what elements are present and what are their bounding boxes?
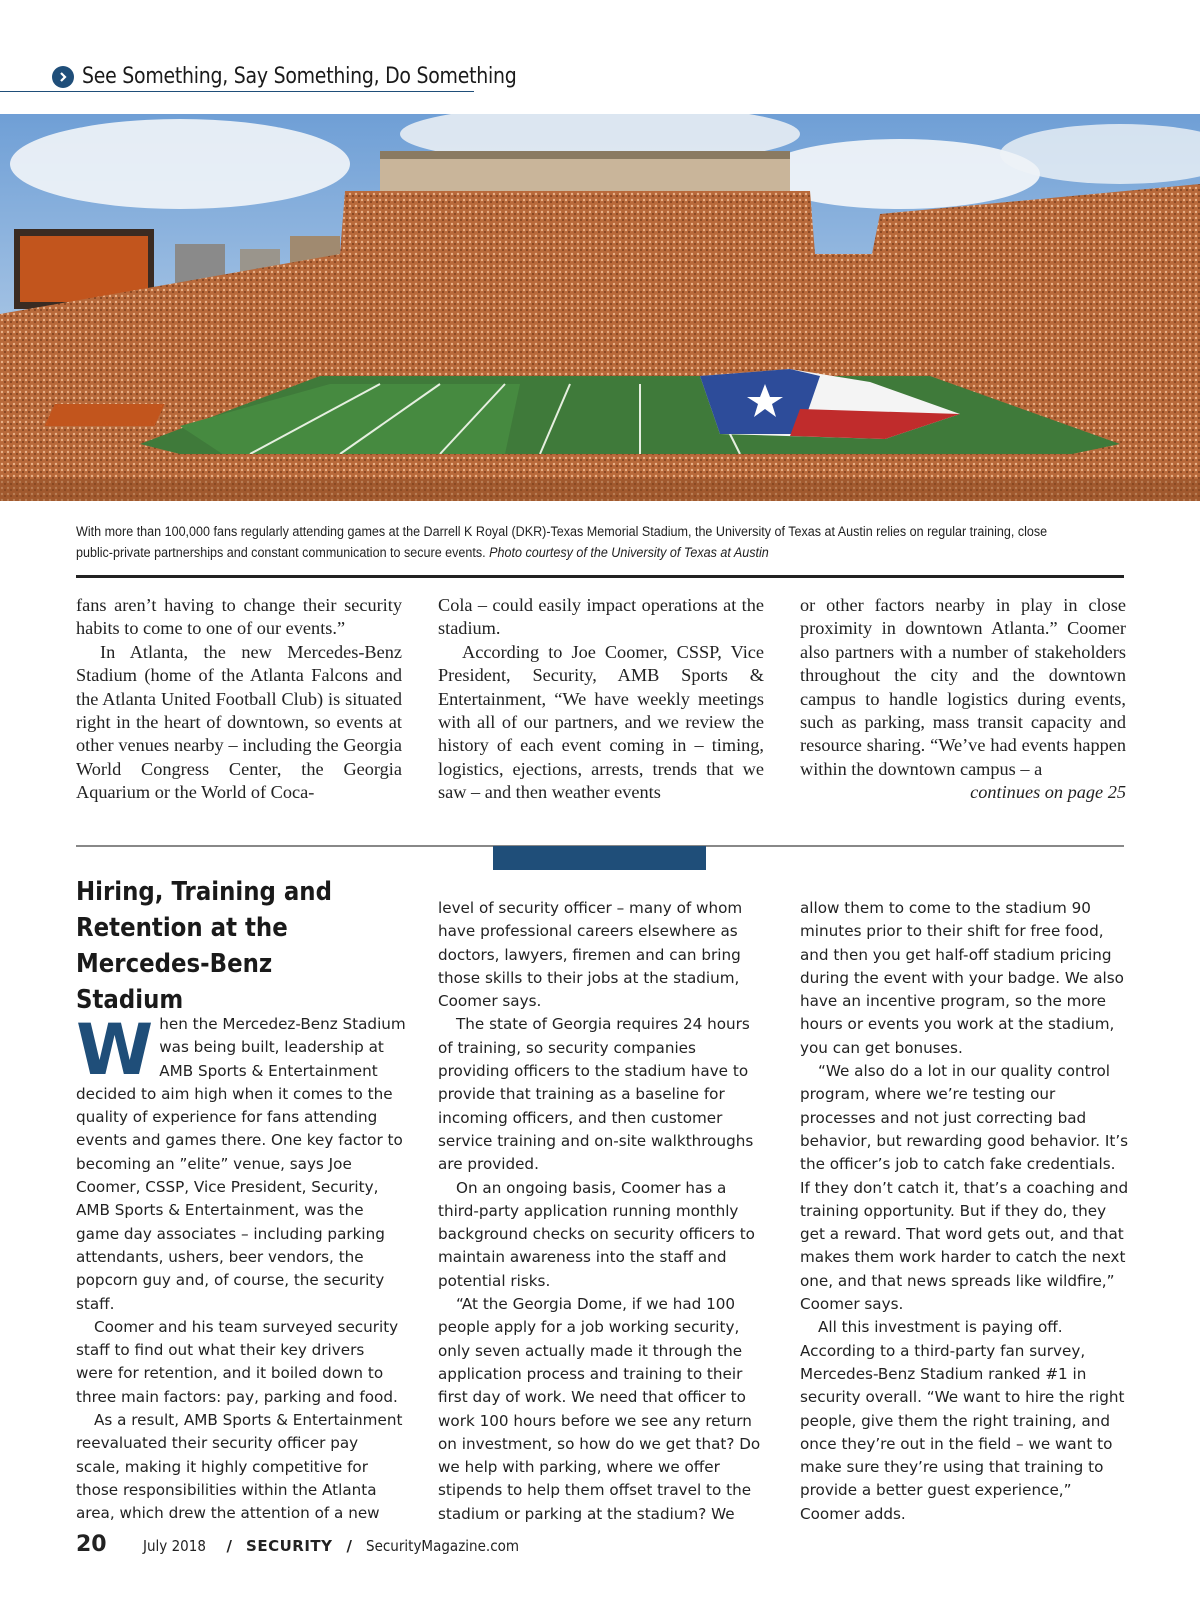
page-footer bbox=[76, 1532, 536, 1557]
section-header bbox=[52, 64, 587, 89]
page-number: 20 bbox=[76, 1532, 107, 1557]
chevron-right-icon bbox=[52, 66, 74, 88]
photo-credit: Photo courtesy of the University of Texas at Austin bbox=[489, 545, 769, 560]
website-link[interactable]: SecurityMagazine.com bbox=[365, 1537, 520, 1555]
continues-link[interactable]: continues on page 25 bbox=[970, 782, 1126, 803]
paragraph bbox=[76, 1009, 406, 1316]
paragraph: As a result, AMB Sports & Entertainment reevaluated their security officer pay scale, making it highly competitive for those responsibilities within the Atlanta area, which drew the attention of a new bbox=[76, 1411, 403, 1523]
drop-cap: W bbox=[76, 1009, 154, 1091]
header-rule bbox=[0, 91, 474, 92]
footer-separator: / bbox=[346, 1537, 352, 1555]
article-column-1 bbox=[76, 594, 402, 805]
article-column-3 bbox=[800, 594, 1126, 805]
paragraph: In Atlanta, the new Mercedes-Benz Stadium (home of the Atlanta Falcons and the Atlanta United Football Club) is situated right in the heart of downtown, so events at other venues nearby – including the Georgia World Congress Center, the Georgia Aquarium or the World of Coca- bbox=[76, 641, 402, 803]
paragraph-text: hen the Mercedez-Benz Stadium was being built, leadership at AMB Sports & Entertainment decided to aim high when it comes to the quality of experience for fans attending events and games there. One key factor to becoming an ”elite” venue, says Joe Coomer, CSSP, Vice President, Security, AMB Sports & Entertainment, was the game day associates – including parking attendants, ushers, beer vendors, the popcorn guy and, of course, the security staff. bbox=[76, 1015, 406, 1313]
paragraph: “We also do a lot in our quality control program, where we’re testing our processes and not just correcting bad behavior, but rewarding good behavior. It’s the officer’s job to catch fake credentials. If they don’t catch it, that’s a coaching and training opportunity. But if they do, they get a reward. That word gets out, and that makes them work harder to catch the next one, and that news spreads like wildfire,” Coomer says. bbox=[800, 1062, 1129, 1314]
paragraph: Coomer and his team surveyed security staff to find out what their key drivers were for retention, and it boiled down to three main factors: pay, parking and food. bbox=[76, 1317, 399, 1406]
paragraph: All this investment is paying off. According to a third-party fan survey, Mercedes-Benz Stadium ranked #1 in security overall. “We want to hire the right people, give them the right training, and once they’re out in the field – we want to make sure they’re using that training to provide a better guest experience,” Coomer adds. bbox=[800, 1318, 1125, 1523]
paragraph: According to Joe Coomer, CSSP, Vice President, Security, AMB Sports & Entertainment, “We have weekly meetings with all of our partners, and we review the history of each event coming in – timing, logistics, ejections, arrests, trends that we saw – and then weather events bbox=[438, 641, 764, 803]
sidebar-column-2 bbox=[438, 897, 768, 1526]
photo-caption bbox=[76, 521, 1053, 563]
stadium-photo bbox=[0, 114, 1200, 501]
paragraph: The state of Georgia requires 24 hours of training, so security companies providing officers to the stadium have to provide that training as a baseline for incoming officers, and then customer service training and on-site walkthroughs are provided. bbox=[438, 1015, 754, 1174]
issue-date: July 2018 bbox=[142, 1537, 206, 1555]
paragraph: level of security officer – many of whom have professional careers elsewhere as doctors, lawyers, firemen and can bring those skills to their jobs at the stadium, Coomer says. bbox=[438, 899, 743, 1011]
caption-rule bbox=[76, 575, 1124, 578]
sidebar-column-1 bbox=[76, 1009, 406, 1526]
paragraph: “At the Georgia Dome, if we had 100 people apply for a job working security, only seven actually made it through the application process and training to their first day of work. We need that officer to work 100 hours before we see any return on investment, so how do we get that? Do we help with parking, where we offer stipends to help them offset travel to the stadium or parking at the stadium? We bbox=[438, 1295, 761, 1523]
article-column-2 bbox=[438, 594, 764, 805]
sidebar-accent-bar bbox=[493, 846, 706, 870]
sidebar-title: Hiring, Training and Retention at the Mercedes-Benz Stadium bbox=[76, 877, 332, 1015]
section-title: See Something, Say Something, Do Something bbox=[82, 64, 517, 89]
footer-separator: / bbox=[226, 1537, 233, 1555]
paragraph: Cola – could easily impact operations at the stadium. bbox=[438, 595, 764, 639]
paragraph: fans aren’t having to change their security habits to come to one of our events.” bbox=[76, 595, 402, 639]
magazine-name: SECURITY bbox=[246, 1537, 333, 1555]
paragraph: allow them to come to the stadium 90 minutes prior to their shift for free food, and then you get half-off stadium pricing during the event with your badge. We also have an incentive program, so the more hours or events you work at the stadium, you can get bonuses. bbox=[800, 899, 1124, 1057]
paragraph: or other factors nearby in play in close proximity in downtown Atlanta.” Coomer also partners with a number of stakeholders throughout the city and the downtown campus to handle logistics during events, such as parking, mass transit capacity and resource sharing. “We’ve had events happen within the downtown campus – a bbox=[800, 595, 1126, 779]
sidebar-column-3 bbox=[800, 897, 1130, 1526]
caption-text: With more than 100,000 fans regularly attending games at the Darrell K Royal (DKR)-Texas Memorial Stadium, the University of Texas at Austin relies on regular training, close public-private partnerships and constant communication to secure events. bbox=[76, 524, 1048, 560]
paragraph: On an ongoing basis, Coomer has a third-party application running monthly background checks on security officers to maintain awareness into the staff and potential risks. bbox=[438, 1178, 755, 1290]
